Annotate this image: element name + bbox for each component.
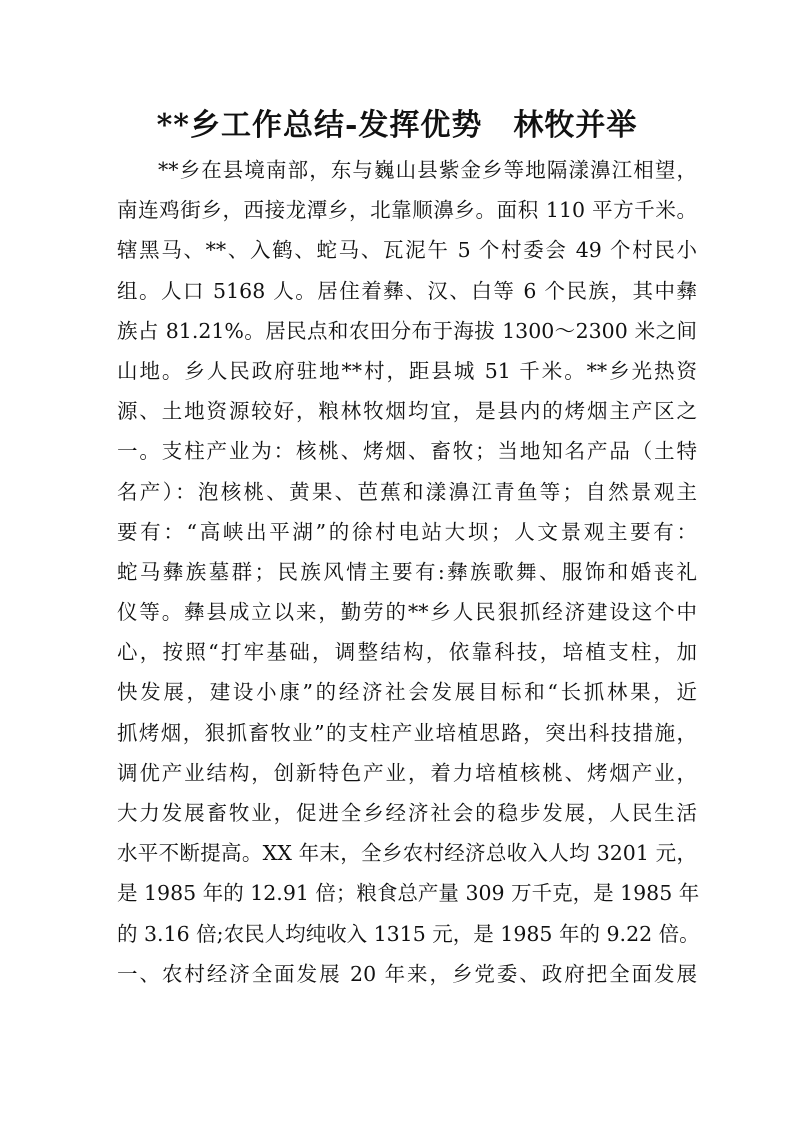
text-line: 一、农村经济全面发展 20 年来，乡党委、政府把全面发展 <box>117 961 697 986</box>
document-title: **乡工作总结-发挥优势 林牧并举 <box>156 108 638 143</box>
text-line: 是 1985 年的 12.91 倍；粮食总产量 309 万千克，是 1985 年 <box>117 881 700 906</box>
text-line: **乡在县境南部，东与巍山县紫金乡等地隔漾濞江相望， <box>158 158 697 182</box>
text-line: 大力发展畜牧业，促进全乡经济社会的稳步发展，人民生活 <box>117 801 697 825</box>
body-paragraph <box>117 150 700 994</box>
text-line: 心，按照“打牢基础，调整结构，依靠科技，培植支柱，加 <box>117 640 697 665</box>
text-line: 要有：“高峡出平湖”的徐村电站大坝；人文景观主要有： <box>117 519 697 544</box>
text-line: 一。支柱产业为：核桃、烤烟、畜牧；当地知名产品（土特 <box>117 439 697 464</box>
text-line: 的 3.16 倍;农民人均纯收入 1315 元，是 1985 年的 9.22 倍。 <box>117 921 700 946</box>
text-line: 南连鸡街乡，西接龙潭乡，北靠顺濞乡。面积 110 平方千米。 <box>117 198 697 223</box>
text-line: 族占 81.21%。居民点和农田分布于海拔 1300～2300 米之间 <box>117 318 697 343</box>
text-line: 蛇马彝族墓群；民族风情主要有:彝族歌舞、服饰和婚丧礼 <box>117 559 697 584</box>
text-line: 山地。乡人民政府驻地**村，距县城 51 千米。**乡光热资 <box>117 358 697 383</box>
text-line: 源、土地资源较好，粮林牧烟均宜，是县内的烤烟主产区之 <box>117 399 697 424</box>
text-line: 仪等。彝县成立以来，勤劳的**乡人民狠抓经济建设这个中 <box>117 600 697 625</box>
text-line: 调优产业结构，创新特色产业，着力培植核桃、烤烟产业， <box>117 760 697 785</box>
text-line: 快发展，建设小康”的经济社会发展目标和“长抓林果，近 <box>117 680 697 705</box>
text-line: 水平不断提高。XX 年末，全乡农村经济总收入人均 3201 元， <box>117 841 697 866</box>
text-line: 名产）：泡核桃、黄果、芭蕉和漾濞江青鱼等；自然景观主 <box>117 479 697 504</box>
text-line: 辖黑马、**、入鹤、蛇马、瓦泥午 5 个村委会 49 个村民小 <box>117 238 697 263</box>
text-line: 组。人口 5168 人。居住着彝、汉、白等 6 个民族，其中彝 <box>117 278 697 303</box>
text-line: 抓烤烟，狠抓畜牧业”的支柱产业培植思路，突出科技措施， <box>117 720 697 745</box>
